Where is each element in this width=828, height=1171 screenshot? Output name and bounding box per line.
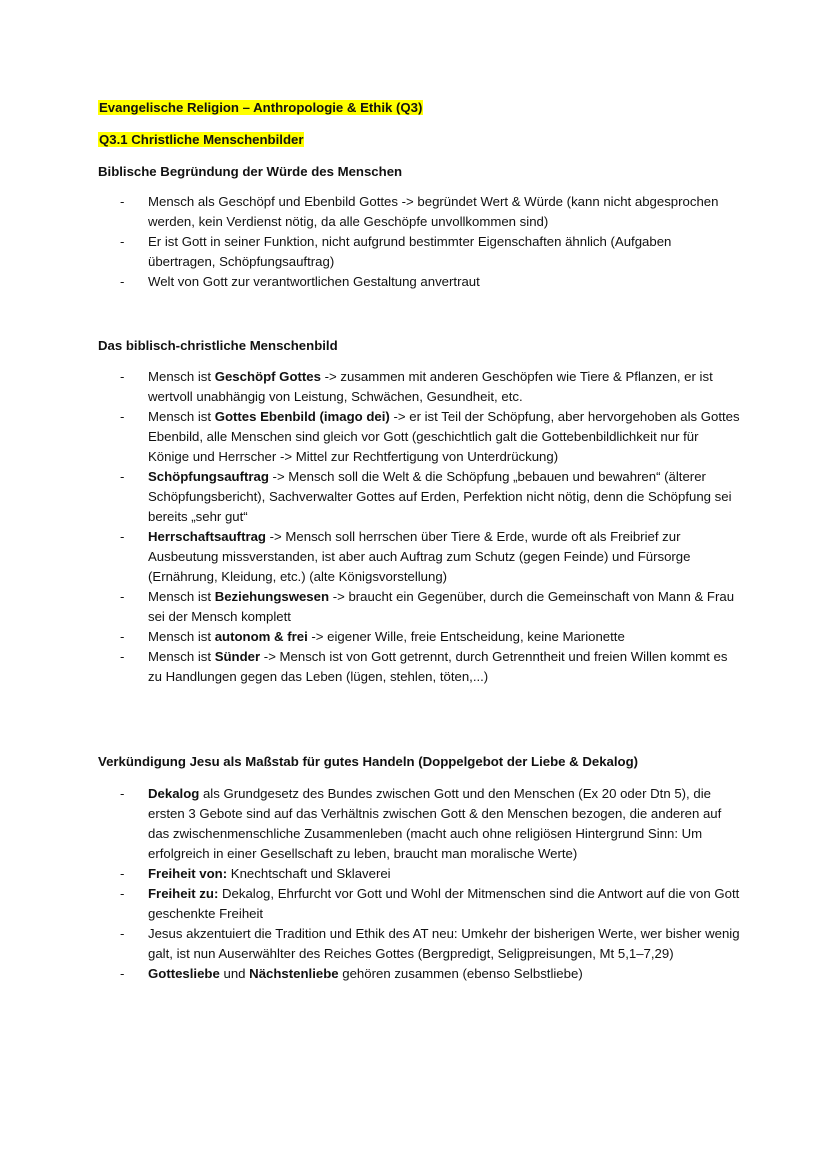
list-item: - Mensch ist Geschöpf Gottes -> zusammen mit anderen Geschöpfen wie Tiere & Pflanzen, er ist wertvoll unabhängig von Leistung, Schwächen, Gesundheit, etc. [120, 367, 740, 407]
list-item: - Jesus akzentuiert die Tradition und Ethik des AT neu: Umkehr der bisherigen Werte, wer bisher wenig galt, ist nun Auserwählter des Reiches Gottes (Bergpredigt, Seligpreisungen, Mt 5,1–7,29) [120, 924, 740, 964]
list-item: - Mensch ist Gottes Ebenbild (imago dei) -> er ist Teil der Schöpfung, aber hervorgehoben als Gottes Ebenbild, alle Menschen sind gleich vor Gott (geschichtlich galt die Gottebenbildlichkeit nur für Könige und Herrscher -> Mittel zur Rechtfertigung von Unterdrückung) [120, 407, 740, 467]
list-wuerde [120, 192, 740, 292]
subtitle-highlight: Q3.1 Christliche Menschenbilder [99, 132, 304, 147]
list-menschenbild [120, 367, 740, 687]
list-item: - Schöpfungsauftrag -> Mensch soll die Welt & die Schöpfung „bebauen und bewahren“ (älterer Schöpfungsbericht), Sachverwalter Gottes auf Erden, Perfektion nicht nötig, denn die Schöpfung sei bereits „sehr gut“ [120, 467, 740, 527]
document-subtitle [98, 130, 304, 150]
list-item: - Freiheit von: Knechtschaft und Sklaverei [120, 864, 740, 884]
list-item: - Mensch ist Sünder -> Mensch ist von Gott getrennt, durch Getrenntheit und freien Willen kommt es zu Handlungen gegen das Leben (lügen, stehlen, töten,...) [120, 647, 740, 687]
section-heading-verkuendigung: Verkündigung Jesu als Maßstab für gutes Handeln (Doppelgebot der Liebe & Dekalog) [98, 754, 639, 769]
list-item: - Mensch ist autonom & frei -> eigener Wille, freie Entscheidung, keine Marionette [120, 627, 740, 647]
list-item: - Gottesliebe und Nächstenliebe gehören zusammen (ebenso Selbstliebe) [120, 964, 740, 984]
list-item: - Welt von Gott zur verantwortlichen Gestaltung anvertraut [120, 272, 740, 292]
section-heading-menschenbild: Das biblisch-christliche Menschenbild [98, 338, 338, 353]
section-heading-wuerde: Biblische Begründung der Würde des Menschen [98, 164, 403, 179]
list-item: - Mensch als Geschöpf und Ebenbild Gottes -> begründet Wert & Würde (kann nicht abgesprochen werden, kein Verdienst nötig, da alle Geschöpfe unvollkommen sind) [120, 192, 740, 232]
list-item: - Er ist Gott in seiner Funktion, nicht aufgrund bestimmter Eigenschaften ähnlich (Aufgaben übertragen, Schöpfungsauftrag) [120, 232, 740, 272]
list-item: - Freiheit zu: Dekalog, Ehrfurcht vor Gott und Wohl der Mitmenschen sind die Antwort auf die von Gott geschenkte Freiheit [120, 884, 740, 924]
list-verkuendigung [120, 784, 740, 984]
document-title [98, 98, 423, 118]
list-item: - Mensch ist Beziehungswesen -> braucht ein Gegenüber, durch die Gemeinschaft von Mann & Frau sei der Mensch komplett [120, 587, 740, 627]
list-item: - Herrschaftsauftrag -> Mensch soll herrschen über Tiere & Erde, wurde oft als Freibrief zur Ausbeutung missverstanden, ist aber auch Auftrag zum Schutz (gegen Feinde) und Fürsorge (Ernährung, Kleidung, etc.) (alte Königsvorstellung) [120, 527, 740, 587]
list-item: - Dekalog als Grundgesetz des Bundes zwischen Gott und den Menschen (Ex 20 oder Dtn 5), die ersten 3 Gebote sind auf das Verhältnis zwischen Gott & den Menschen bezogen, die anderen auf das zwischenmenschliche Zusammenleben (macht auch ohne religiösen Hintergrund Sinn: Um erfolgreich in einer Gesellschaft zu leben, braucht man moralische Werte) [120, 784, 740, 864]
title-highlight: Evangelische Religion – Anthropologie & Ethik (Q3) [99, 100, 423, 115]
